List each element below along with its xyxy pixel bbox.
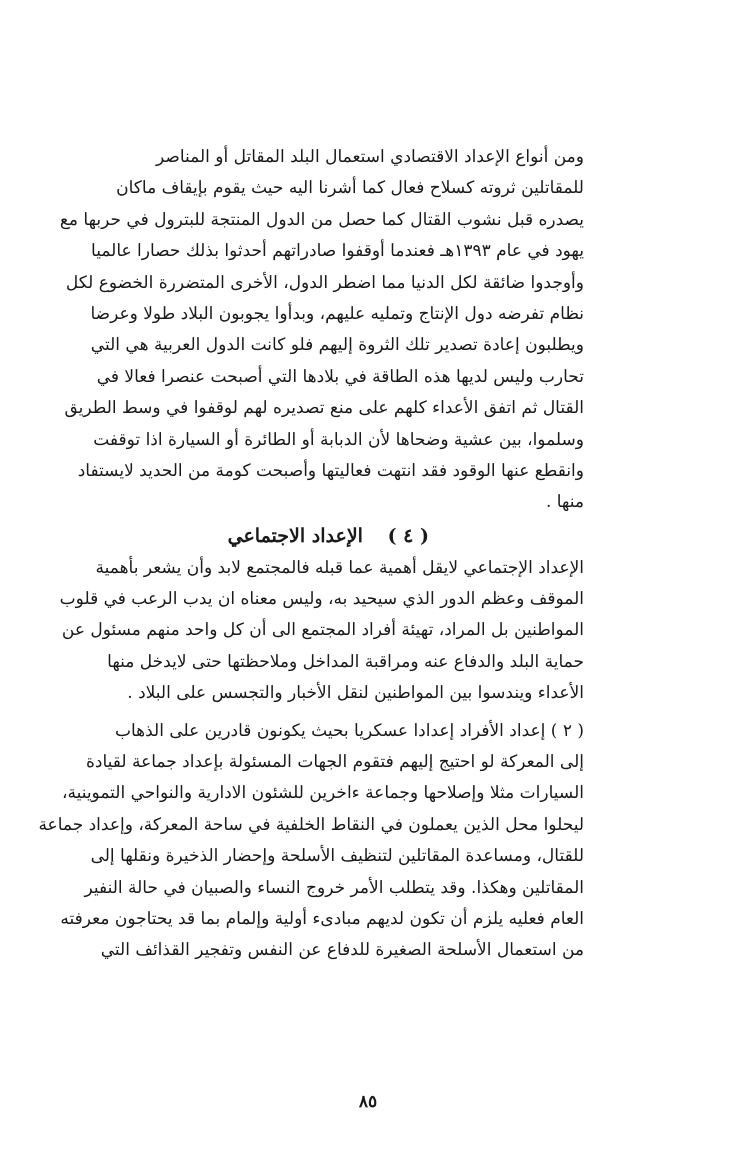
text-line: الموقف وعظم الدور الذي سيحيد به، وليس معناه ان يدب الرعب في قلوب [59, 589, 584, 610]
paragraph-military-preparation [38, 716, 584, 967]
text-line: ويطلبون إعادة تصدير تلك الثروة إليهم فلو كانت الدول العربية هي التي [90, 335, 584, 356]
text-line: المقاتلين وهكذا. وقد يتطلب الأمر خروج النساء والصبيان في حالة النفير [84, 877, 584, 898]
text-line: إلى المعركة لو احتيج إليهم فتقوم الجهات المسئولة بإعداد جماعة لقيادة [85, 752, 584, 773]
page-body [38, 142, 584, 967]
text-line: للقتال، ومساعدة المقاتلين لتنظيف الأسلحة وإحضار الذخيرة ونقلها إلى [90, 846, 584, 867]
text-line: ليحلوا محل الذين يعملون في النقاط الخلفية في ساحة المعركة، وإعداد جماعة [38, 814, 584, 835]
paragraph-economic-preparation [59, 142, 584, 519]
text-line: منها . [545, 492, 584, 513]
section-heading [158, 519, 584, 553]
page-number: ٨٥ [358, 1092, 378, 1112]
text-line: تحارب وليس لديها هذه الطاقة في بلادها التي أصبحت عنصرا فعالا في [96, 366, 584, 387]
text-line: العام فعليه يلزم أن تكون لديهم مبادىء أولية وإلمام بما قد يحتاجون معرفته [60, 908, 584, 929]
text-line: المواطنين بل المراد، تهيئة أفراد المجتمع الى أن كل واحد منهم مسئول عن [61, 620, 584, 641]
text-line: يصدره قبل نشوب القتال كما حصل من الدول المنتجة للبترول في حربها مع [59, 209, 584, 230]
text-line: الإعداد الإجتماعي لايقل أهمية عما قبله فالمجتمع لابد وأن يشعر بأهمية [95, 557, 584, 578]
section-title: الإعداد الاجتماعي [227, 524, 363, 547]
text-line: وأوجدوا ضائقة لكل الدنيا مما اضطر الدول، الأخرى المتضررة الخضوع لكل [65, 272, 584, 293]
text-line: السيارات مثلا وإصلاحها وجماعة ءاخرين للشئون الادارية والنواحي التموينية، [61, 783, 584, 804]
text-line: وسلموا، بين عشية وضحاها لأن الدبابة أو الطائرة أو السيارة اذا توقفت [93, 429, 584, 450]
paragraph-social-preparation [59, 553, 584, 710]
text-line: من استعمال الأسلحة الصغيرة للدفاع عن النفس وتفجير القذائف التي [100, 940, 584, 961]
text-line: وانقطع عنها الوقود فقد انتهت فعاليتها وأصبحت كومة من الحديد لايستفاد [77, 460, 584, 481]
text-line: نظام تفرضه دول الإنتاج وتمليه عليهم، وبدأوا يجوبون البلاد طولا وعرضا [90, 303, 584, 324]
text-line: يهود في عام ١٣٩٣هـ فعندما أوقفوا صادراتهم أحدثوا بذلك حصارا عالميا [91, 241, 584, 262]
text-line: القتال ثم اتفق الأعداء كلهم على منع تصديره لهم لوقفوا في وسط الطريق [64, 398, 584, 419]
text-line: الأعداء ويندسوا بين المواطنين لنقل الأخبار والتجسس على البلاد . [127, 683, 584, 704]
text-line: حماية البلد والدفاع عنه ومراقبة المداخل وملاحظتها حتى لايدخل منها [107, 651, 584, 672]
section-number: ( ٤ ) [387, 524, 429, 547]
text-line: ( ٢ ) إعداد الأفراد إعدادا عسكريا بحيث يكونون قادرين على الذهاب [114, 720, 584, 741]
text-line: للمقاتلين ثروته كسلاح فعال كما أشرنا اليه حيث يقوم بإيقاف ماكان [116, 178, 584, 199]
text-line: ومن أنواع الإعداد الاقتصادي استعمال البلد المقاتل أو المناصر [156, 147, 584, 167]
